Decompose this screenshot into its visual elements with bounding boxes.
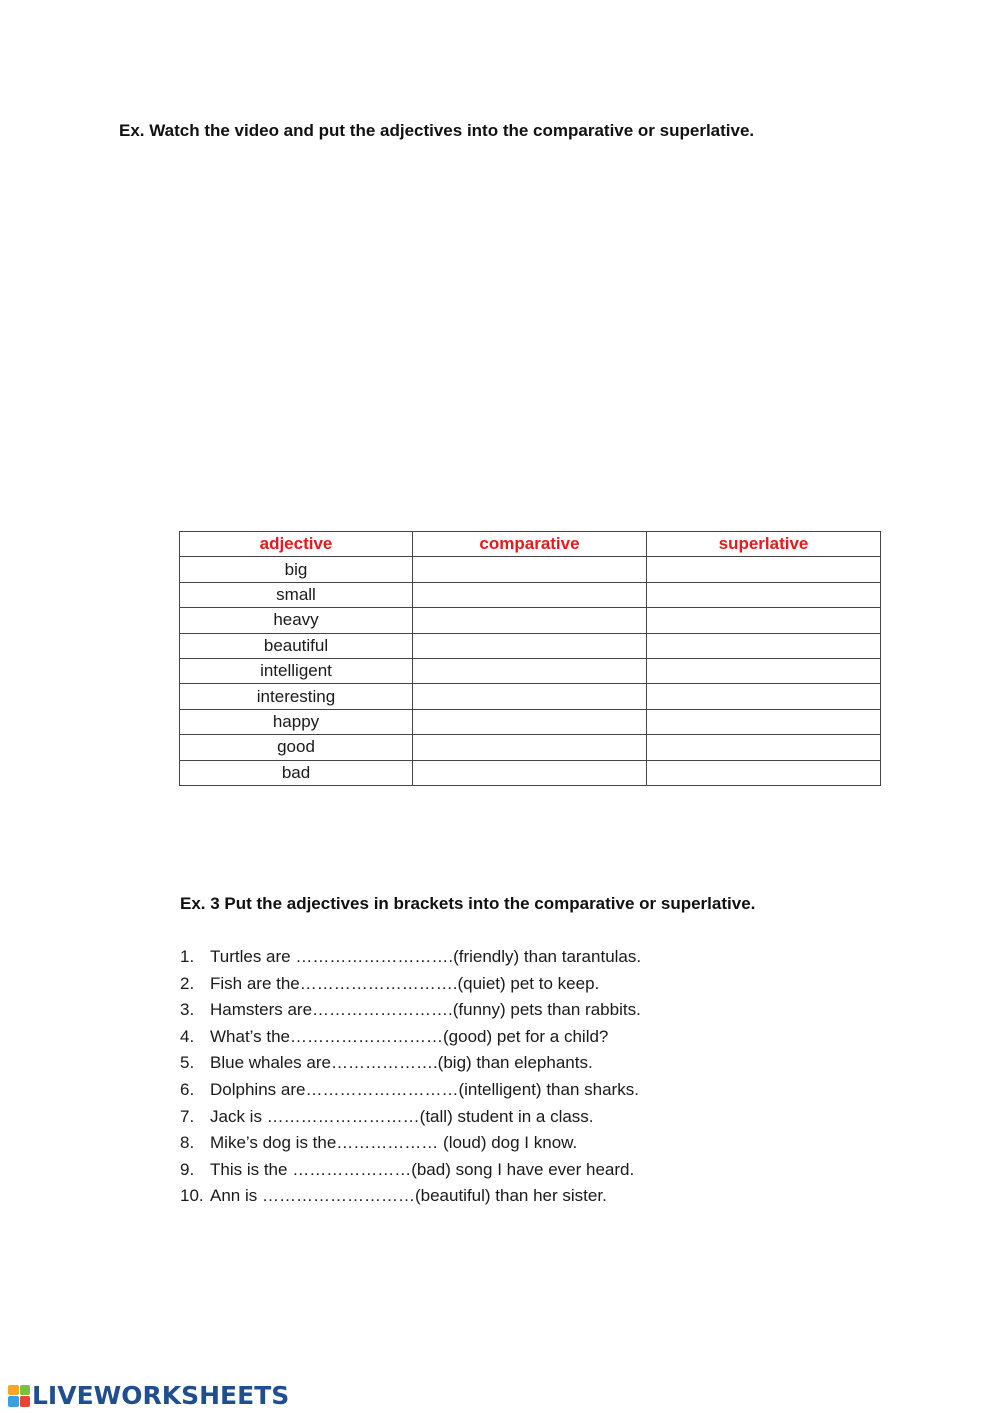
item-sentence: Jack is ………………………(tall) student in a class. xyxy=(210,1106,594,1126)
item-number: 1. xyxy=(180,947,195,966)
comparative-answer-cell[interactable] xyxy=(413,582,647,607)
superlative-answer-cell[interactable] xyxy=(647,608,881,633)
list-item xyxy=(180,971,641,998)
superlative-answer-cell[interactable] xyxy=(647,658,881,683)
adjective-cell: small xyxy=(180,582,413,607)
list-item xyxy=(180,1104,641,1131)
superlative-answer-cell[interactable] xyxy=(647,684,881,709)
liveworksheets-logo-icon xyxy=(8,1385,30,1407)
table-row xyxy=(180,760,881,785)
table-row xyxy=(180,582,881,607)
header-superlative: superlative xyxy=(647,532,881,557)
table-row xyxy=(180,633,881,658)
superlative-answer-cell[interactable] xyxy=(647,735,881,760)
superlative-answer-cell[interactable] xyxy=(647,633,881,658)
adjective-cell: heavy xyxy=(180,608,413,633)
item-number: 2. xyxy=(180,973,195,993)
table-row xyxy=(180,735,881,760)
comparative-answer-cell[interactable] xyxy=(413,709,647,734)
logo-text: LIVEWORKSHEETS xyxy=(32,1381,290,1410)
liveworksheets-logo[interactable] xyxy=(8,1381,289,1410)
table-header-row xyxy=(180,532,881,557)
adjective-cell: big xyxy=(180,557,413,582)
list-item xyxy=(180,1157,641,1184)
header-adjective: adjective xyxy=(180,532,413,557)
item-sentence: Turtles are ……………………….(friendly) than tarantulas. xyxy=(210,947,642,966)
comparative-answer-cell[interactable] xyxy=(413,684,647,709)
list-item xyxy=(180,1024,641,1051)
item-sentence: Ann is ………………………(beautiful) than her sister. xyxy=(210,1186,607,1206)
item-number: 6. xyxy=(180,1079,195,1099)
item-number: 4. xyxy=(180,1026,195,1046)
list-item xyxy=(180,1130,641,1157)
item-sentence: Dolphins are………………………(intelligent) than sharks. xyxy=(210,1079,639,1099)
list-item xyxy=(180,944,641,971)
superlative-answer-cell[interactable] xyxy=(647,709,881,734)
table-row xyxy=(180,658,881,683)
superlative-answer-cell[interactable] xyxy=(647,557,881,582)
item-sentence: Blue whales are……………….(big) than elephants. xyxy=(210,1053,593,1073)
comparative-answer-cell[interactable] xyxy=(413,760,647,785)
adjective-cell: happy xyxy=(180,709,413,734)
adjective-cell: good xyxy=(180,735,413,760)
item-sentence: Hamsters are…………………….(funny) pets than rabbits. xyxy=(210,1000,641,1020)
item-sentence: Fish are the……………………….(quiet) pet to keep. xyxy=(210,973,600,993)
item-sentence: What’s the………………………(good) pet for a child? xyxy=(210,1026,609,1046)
list-item xyxy=(180,1183,641,1210)
table-row xyxy=(180,608,881,633)
adjective-cell: bad xyxy=(180,760,413,785)
comparative-answer-cell[interactable] xyxy=(413,658,647,683)
table-row xyxy=(180,557,881,582)
comparative-answer-cell[interactable] xyxy=(413,557,647,582)
item-sentence: Mike’s dog is the……………… (loud) dog I know. xyxy=(210,1133,578,1153)
item-number: 10. xyxy=(180,1186,204,1206)
table-row xyxy=(180,709,881,734)
list-item xyxy=(180,1050,641,1077)
exercise-3-title: Ex. 3 Put the adjectives in brackets into the comparative or superlative. xyxy=(180,894,756,913)
adjective-cell: interesting xyxy=(180,684,413,709)
item-number: 3. xyxy=(180,1000,195,1020)
adjective-cell: intelligent xyxy=(180,658,413,683)
comparative-answer-cell[interactable] xyxy=(413,633,647,658)
table-row xyxy=(180,684,881,709)
header-comparative: comparative xyxy=(413,532,647,557)
superlative-answer-cell[interactable] xyxy=(647,582,881,607)
item-number: 9. xyxy=(180,1159,195,1179)
list-item xyxy=(180,997,641,1024)
exercise-1-title: Ex. Watch the video and put the adjectives into the comparative or superlative. xyxy=(119,121,755,140)
adjective-cell: beautiful xyxy=(180,633,413,658)
item-number: 5. xyxy=(180,1053,195,1073)
comparative-answer-cell[interactable] xyxy=(413,608,647,633)
item-number: 7. xyxy=(180,1106,195,1126)
list-item xyxy=(180,1077,641,1104)
superlative-answer-cell[interactable] xyxy=(647,760,881,785)
comparative-answer-cell[interactable] xyxy=(413,735,647,760)
adjective-table xyxy=(179,531,881,786)
item-number: 8. xyxy=(180,1133,195,1153)
item-sentence: This is the …………………(bad) song I have ever heard. xyxy=(210,1159,635,1179)
exercise-3-list xyxy=(180,944,641,1210)
